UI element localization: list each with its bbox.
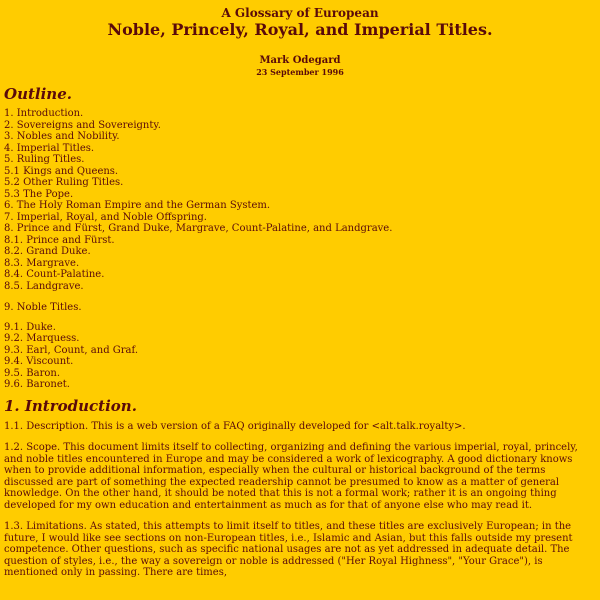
outline-item: 4. Imperial Titles. (4, 142, 95, 154)
introduction-heading: 1. Introduction. (4, 396, 137, 415)
document-title: Noble, Princely, Royal, and Imperial Titles. (107, 20, 493, 39)
outline-subitem: 8.3. Margrave. (4, 257, 80, 269)
outline-subitem: 8.4. Count-Palatine. (4, 269, 105, 280)
outline-subitem: 8.2. Grand Duke. (4, 246, 91, 257)
outline-item: 2. Sovereigns and Sovereignty. (4, 119, 161, 131)
outline-item: 7. Imperial, Royal, and Noble Offspring. (4, 211, 207, 223)
outline-sublist-9 (4, 322, 596, 391)
publication-date: 23 September 1996 (256, 67, 344, 77)
intro-paragraph-limitations: 1.3. Limitations. As stated, this attempts to limit itself to titles, and these titles are exclusively European; in the future, I would like see sections on non-European titles, i.e., Islamic and Asian, but this falls outside my present competence. Other questions, such as specific national usages are not as yet addressed in adequate detail. The question of styles, i.e., the way a sovereign or noble is addressed ("Her Royal Highness", "Your Grace"), is mentioned only in passing. There are times, (4, 521, 573, 578)
outline-subitem: 5.2 Other Ruling Titles. (4, 177, 124, 188)
outline-subitem: 8.5. Landgrave. (4, 280, 84, 292)
outline-item: 6. The Holy Roman Empire and the German System. (4, 200, 271, 211)
outline-subitem: 9.2. Marquess. (4, 333, 80, 344)
document-pretitle: A Glossary of European (221, 6, 379, 20)
intro-paragraph-scope: 1.2. Scope. This document limits itself to collecting, organizing and defining the various imperial, royal, princely, and noble titles encountered in Europe and may be considered a work of lexicography. A good dictionary knows when to provide additional information, especially when the cultural or historical background of the terms discussed are part of something the expected readership cannot be presumed to know as a matter of general knowledge. On the other hand, it should be noted that this is not a formal work; rather it is an ongoing thing developed for my own education and entertainment as much as for that of anyone else who may read it. (4, 442, 578, 511)
outline-item: 3. Nobles and Nobility. (4, 131, 120, 142)
document-header (4, 6, 596, 39)
outline-item: 1. Introduction. (4, 108, 84, 119)
outline-list-1 (4, 108, 596, 166)
outline-subitem: 9.1. Duke. (4, 321, 56, 333)
outline-subitem: 9.3. Earl, Count, and Graf. (4, 344, 139, 356)
outline-sublist-5 (4, 166, 596, 201)
outline-item: 8. Prince and Fürst, Grand Duke, Margrave, Count-Palatine, and Landgrave. (4, 223, 393, 234)
outline-sublist-8 (4, 235, 596, 293)
author-name: Mark Odegard (259, 55, 341, 66)
outline-subitem: 5.3 The Pope. (4, 188, 74, 200)
outline-list-2 (4, 200, 596, 235)
outline-subitem: 5.1 Kings and Queens. (4, 165, 119, 177)
outline-subitem: 9.4. Viscount. (4, 356, 74, 367)
outline-heading: Outline. (4, 85, 72, 103)
outline-item: 5. Ruling Titles. (4, 154, 85, 165)
outline-subitem: 8.1. Prince and Fürst. (4, 234, 115, 246)
outline-subitem: 9.5. Baron. (4, 367, 60, 379)
outline-subitem: 9.6. Baronet. (4, 379, 70, 390)
outline-item-9: 9. Noble Titles. (4, 302, 82, 313)
intro-paragraph-description: 1.1. Description. This is a web version of a FAQ originally developed for <alt.talk.royalty>. (4, 420, 466, 432)
